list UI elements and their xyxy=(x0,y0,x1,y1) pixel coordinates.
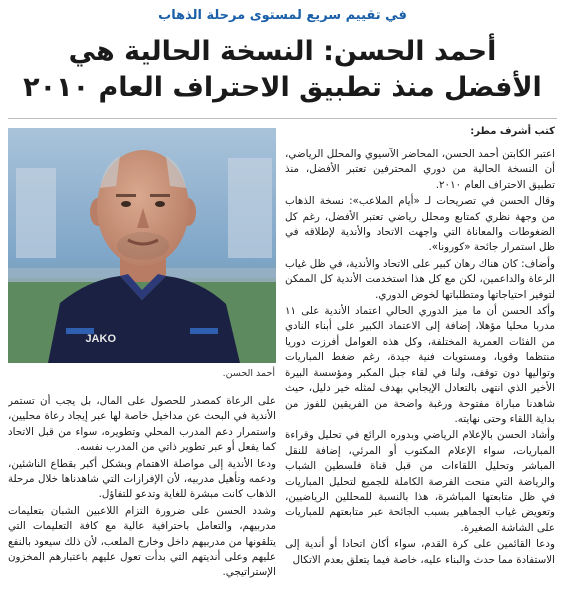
paragraph: ودعا الأندية إلى مواصلة الاهتمام وبشكل أكبر بقطاع الناشئين، ودعمه وتأهيل مدربيه، لأن الإفرازات التي شاهدناها خلال مرحلة الذهاب كانت مبشرة للغاية وتدعو للتفاؤل. xyxy=(8,457,276,501)
paragraph: اعتبر الكابتن أحمد الحسن، المحاضر الآسيوي والمحلل الرياضي، أن النسخة الحالية من دوري المحترفين تعتبر الأفضل، منذ تطبيق الاحتراف العام ٢٠١٠. xyxy=(285,148,555,191)
paragraph: ودعا القائمين على كرة القدم، سواء أكان اتحادا أو أندية إلى الاستفادة مما حدث والبناء عليه، خاصة فيما يتعلق بعدم الاتكال xyxy=(285,538,555,566)
paragraph: وأكد الحسن أن ما ميز الدوري الحالي اعتماد الأندية على ١١ مدربا محليا مؤهلا، إضافة إلى الاعتماد الكبير على أبناء النادي من الفئات العمرية المختلفة، وكل هذه العوامل أفرزت دوريا منتظما وقويا، ومستويات فنية جيدة، رغم ضغط المباريات وتواليها دون توقف، ولنا في لقاء جبل المكبر ومؤسسة البيرة الأخير الذي انتهى بالتعادل الإيجابي بهدف لمثله خير دليل، حيث شاهدنا مباراة مفتوحة ورغبة واضحة من الفريقين للفوز من بداية اللقاء وحتى نهايته. xyxy=(285,305,555,425)
portrait-photo xyxy=(8,128,276,363)
article-byline: كتب أشرف مطر: xyxy=(470,126,555,137)
paragraph: وأشاد الحسن بالإعلام الرياضي وبدوره الرائع في تحليل وقراءة المباريات، سواء الإعلام المكتوب أو المرئي، إضافة للنقل المباشر وتحليل اللقاءات من قبل قناة فلسطين الشباب والرياضة التي منحت الفرصة الكاملة للجميع لتحليل المباريات في ظل متابعتها المباشرة، هذا بالنسبة للمحللين الرياضيين، وتعويض غياب الجماهير بسبب الجائحة عبر متابعتهم للمباريات على الشاشة الصغيرة. xyxy=(285,429,555,534)
article-column-left xyxy=(8,394,276,613)
paragraph: وأضاف: كان هناك رهان كبير على الاتحاد والأندية، في ظل غياب الرعاة والداعمين، لكن مع كل هذا استخدمت الأندية كل الممكن لتوفير احتياجاتها ومتطلباتها لخوض الدوري. xyxy=(285,257,555,301)
photo-caption: أحمد الحسن. xyxy=(222,368,275,379)
article-column-right xyxy=(285,147,555,613)
headline-line-1: أحمد الحسن: النسخة الحالية هي xyxy=(68,36,497,67)
paragraph: وشدد الحسن على ضرورة التزام اللاعبين الشبان بتعليمات مدربيهم، والتعامل باحترافية عالية مع كافة التعليمات التي يتلقونها من مدربيهم داخل وخارج الملعب، لأن ذلك سيعود بالنفع عليهم وعلى أنديتهم التي بدأت تعول عليهم باعتبارهم المخزون الإستراتيجي. xyxy=(8,504,276,579)
headline-line-2: الأفضل منذ تطبيق الاحتراف العام ٢٠١٠ xyxy=(23,72,542,103)
article-kicker: في تقييم سريع لمستوى مرحلة الذهاب xyxy=(158,8,407,23)
article-headline xyxy=(10,34,555,106)
shirt-logo-text: JAKO xyxy=(85,333,116,345)
headline-divider xyxy=(8,118,557,119)
paragraph: وقال الحسن في تصريحات لـ «أيام الملاعب»: نسخة الذهاب من وجهة نظري كمتابع ومحلل رياضي تعتبر الأفضل، رغم كل الضغوطات والمعاناة التي واجهت الاتحاد والأندية لإطلاقه في ظل استمرار جائحة «كورونا». xyxy=(285,195,555,254)
paragraph: على الرعاة كمصدر للحصول على المال، بل يجب أن تستمر الأندية في البحث عن مداخيل خاصة لها عبر إيجاد رعاة محليين، واستمرار دعم المدرب المحلي وتطويره، سواء من قبل الاتحاد كما يفعل أو عبر تطوير ذاتي من المدرب نفسه. xyxy=(8,395,276,454)
